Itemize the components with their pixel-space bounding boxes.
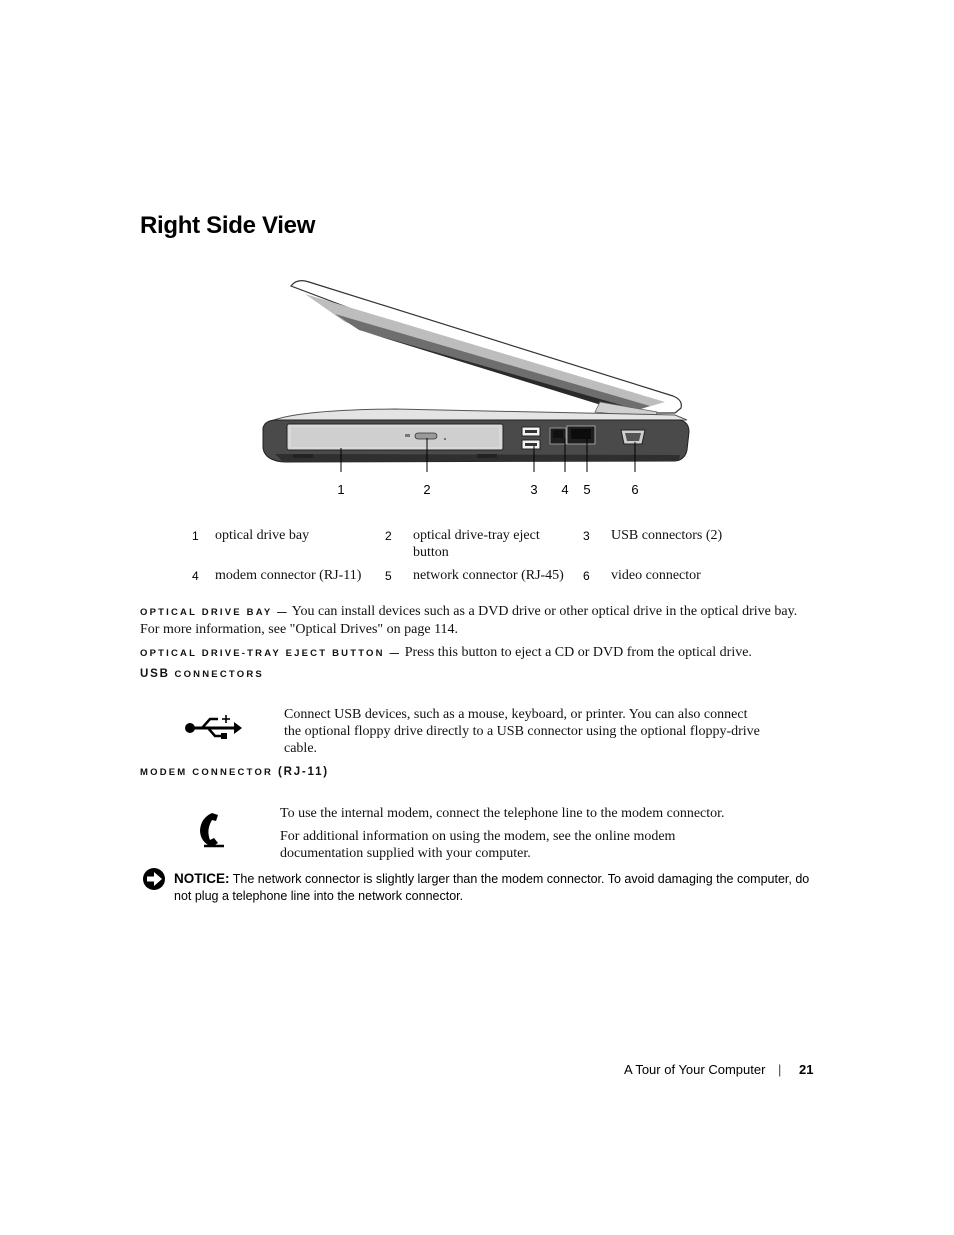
heading-big: (RJ-11) [277,766,329,778]
modem-section-body-2: For additional information on using the modem, see the online modem documentation supplied with your computer. [280,829,676,861]
legend-text: USB connectors (2) [611,528,723,543]
callout-5: 5 [583,482,591,497]
heading-big: USB [140,668,170,680]
eject-button-section [140,644,810,662]
callout-1: 1 [337,482,345,497]
usb-section-heading [140,668,264,680]
section-body: Press this button to eject a CD or DVD from the optical drive. [404,645,752,660]
legend-text: optical drive bay [215,528,310,543]
legend-text: optical drive-tray eject button [413,528,540,560]
legend-num: 3 [583,529,590,543]
usb-section-body: Connect USB devices, such as a mouse, keyboard, or printer. You can also connect the optional floppy drive directly to a USB connector using the optional floppy-drive cable. [284,707,760,756]
legend-num: 4 [192,569,199,583]
legend-num: 1 [192,529,199,543]
page-number: 21 [799,1062,814,1077]
section-heading: OPTICAL DRIVE BAY — [140,607,289,618]
notice-label: NOTICE: [174,871,230,886]
legend-text: modem connector (RJ-11) [215,568,362,583]
callout-2: 2 [423,482,431,497]
footer-section-title: A Tour of Your Computer [624,1062,766,1077]
usb-icon [184,712,244,742]
legend-num: 2 [385,529,392,543]
telephone-icon [190,810,230,850]
page-title: Right Side View [140,212,316,239]
heading-small: MODEM CONNECTOR [140,767,274,778]
notice-callout [174,870,819,905]
section-body: You can install devices such as a DVD drive or other optical drive in the optical drive bay. For more information, see "Optical Drives" on page 114. [140,604,798,637]
footer-separator: | [778,1062,782,1077]
legend-num: 5 [385,569,392,583]
callout-3: 3 [530,482,538,497]
modem-section-body-1: To use the internal modem, connect the telephone line to the modem connector. [280,806,725,821]
callout-6: 6 [631,482,639,497]
legend-text: network connector (RJ-45) [413,568,564,583]
legend-text: video connector [611,568,701,583]
heading-small: CONNECTORS [174,669,264,680]
optical-drive-bay-section [140,603,810,638]
callout-4: 4 [561,482,569,497]
section-heading: OPTICAL DRIVE-TRAY EJECT BUTTON — [140,648,402,659]
notice-text: The network connector is slightly larger than the modem connector. To avoid damaging the computer, do not plug a telephone line into the network connector. [174,872,810,903]
modem-section-heading [140,766,329,778]
notice-arrow-icon [142,867,166,891]
laptop-right-side-illustration [255,272,695,472]
legend-num: 6 [583,569,590,583]
